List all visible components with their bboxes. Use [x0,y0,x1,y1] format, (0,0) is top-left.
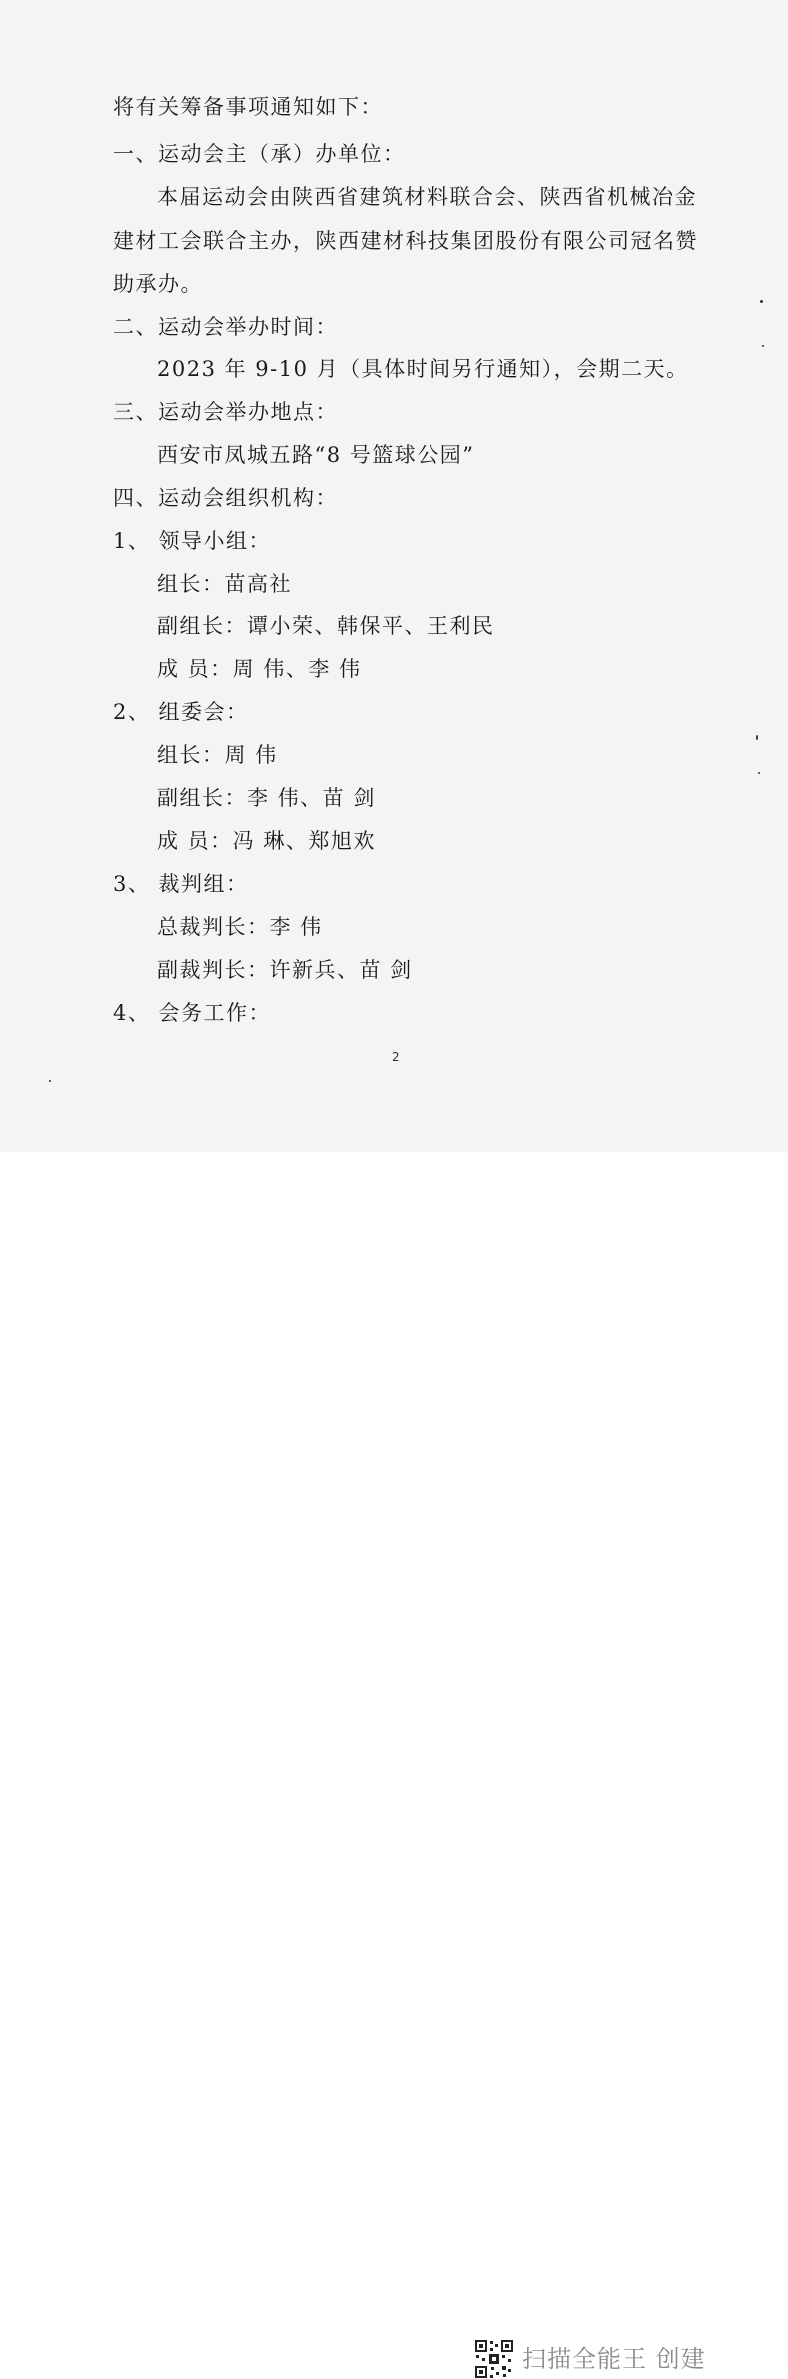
section-4-heading: 四、运动会组织机构： [113,486,338,510]
group-1-leader: 组长：苗高社 [157,572,292,596]
scan-speck [756,735,758,740]
section-3-body: 西安市凤城五路“8 号篮球公园” [157,443,475,467]
group-2-leader: 组长：周 伟 [157,743,278,767]
scan-speck [762,345,764,347]
section-2-heading: 二、运动会举办时间： [113,315,338,339]
intro-line: 将有关筹备事项通知如下： [113,95,383,119]
group-3-chief: 总裁判长：李 伟 [157,915,323,939]
group-2-title: 2、 组委会： [113,700,249,724]
section-1-body-line-2: 建材工会联合主办，陕西建材科技集团股份有限公司冠名赞 [113,229,698,253]
qr-code-icon [474,2339,514,2379]
group-1-members: 成 员：周 伟、李 伟 [157,657,362,681]
group-1-title: 1、 领导小组： [113,529,272,553]
scanner-footer [0,1152,788,2373]
section-2-body: 2023 年 9-10 月（具体时间另行通知），会期二天。 [157,357,689,381]
section-3-heading: 三、运动会举办地点： [113,400,338,424]
group-3-title: 3、 裁判组： [113,872,249,896]
watermark-text: 扫描全能王 创建 [522,2345,706,2373]
scan-speck [760,300,763,303]
group-3-deputy: 副裁判长：许新兵、苗 剑 [157,958,413,982]
section-1-heading: 一、运动会主（承）办单位： [113,142,406,166]
page-number: 2 [392,1050,400,1064]
scanned-page [0,0,788,1152]
group-1-deputy: 副组长：谭小荣、韩保平、王利民 [157,614,495,638]
scan-speck [758,772,760,774]
group-2-deputy: 副组长：李 伟、苗 剑 [157,786,376,810]
group-4-title: 4、 会务工作： [113,1001,272,1025]
section-1-body-line-1: 本届运动会由陕西省建筑材料联合会、陕西省机械冶金 [157,185,697,209]
scan-speck [49,1080,51,1082]
section-1-body-line-3: 助承办。 [113,272,203,296]
group-2-members: 成 员：冯 琳、郑旭欢 [157,829,376,853]
